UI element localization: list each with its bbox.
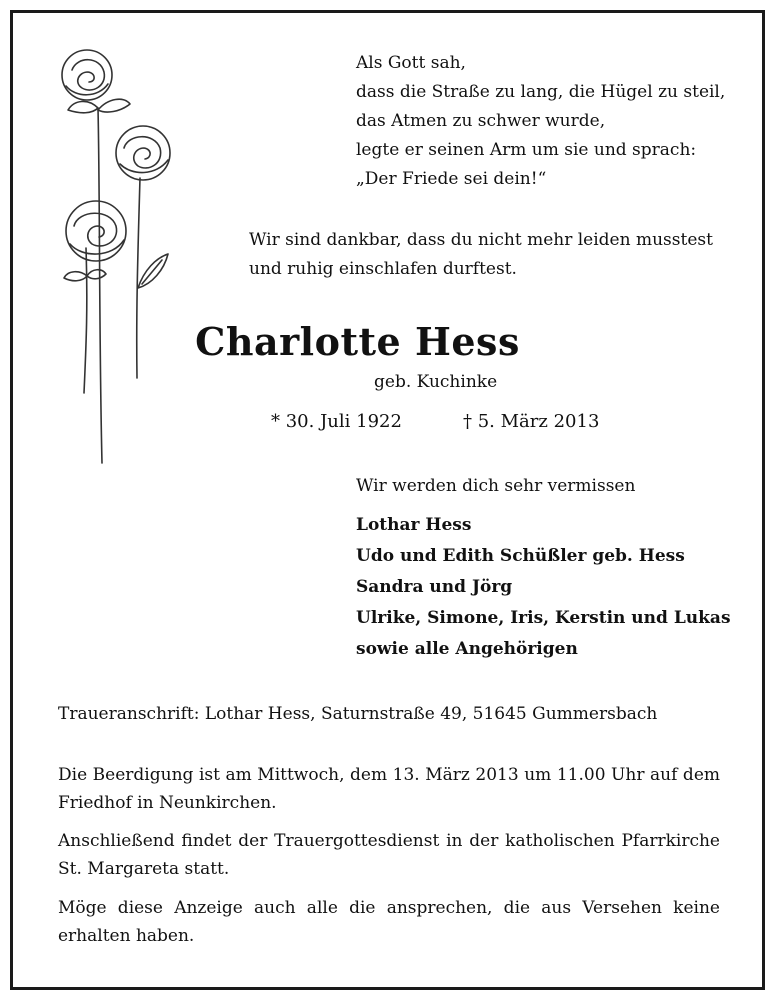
- mourner-name: Sandra und Jörg: [356, 577, 513, 597]
- death-date: † 5. März 2013: [463, 411, 600, 432]
- closing-note: Möge diese Anzeige auch alle die ansprechen, die aus Versehen keine erhalten haben.: [58, 898, 720, 946]
- birth-date: * 30. Juli 1922: [271, 411, 402, 432]
- thanks-text: [249, 226, 713, 284]
- service-info: Anschließend findet der Trauergottesdienst in der katholischen Pfarrkirche St. Margareta statt.: [58, 831, 720, 879]
- deceased-name: Charlotte Hess: [195, 319, 520, 364]
- mourner-name: Ulrike, Simone, Iris, Kerstin und Lukas: [356, 608, 731, 628]
- poem-line: „Der Friede sei dein!“: [356, 169, 547, 189]
- thanks-line: und ruhig einschlafen durftest.: [249, 259, 517, 279]
- poem-line: dass die Straße zu lang, die Hügel zu steil,: [356, 82, 726, 102]
- poem-line: legte er seinen Arm um sie und sprach:: [356, 140, 697, 160]
- mourner-name: Udo und Edith Schüßler geb. Hess: [356, 546, 685, 566]
- mourner-name: Lothar Hess: [356, 515, 472, 535]
- mourner-name: sowie alle Angehörigen: [356, 639, 578, 659]
- poem: [356, 49, 725, 194]
- mourners-intro: Wir werden dich sehr vermissen: [356, 476, 636, 496]
- funeral-info: Die Beerdigung ist am Mittwoch, dem 13. März 2013 um 11.00 Uhr auf dem Friedhof in Neunkirchen.: [58, 765, 720, 813]
- poem-line: das Atmen zu schwer wurde,: [356, 111, 606, 131]
- thanks-line: Wir sind dankbar, dass du nicht mehr leiden musstest: [249, 230, 713, 250]
- deceased-name-row: [0, 319, 775, 364]
- poem-line: Als Gott sah,: [356, 53, 466, 73]
- mourners-list: [356, 510, 731, 665]
- roses-illustration: [52, 48, 182, 468]
- born-name: geb. Kuchinke: [374, 372, 498, 392]
- mourning-address: Traueranschrift: Lothar Hess, Saturnstraße 49, 51645 Gummersbach: [58, 704, 658, 724]
